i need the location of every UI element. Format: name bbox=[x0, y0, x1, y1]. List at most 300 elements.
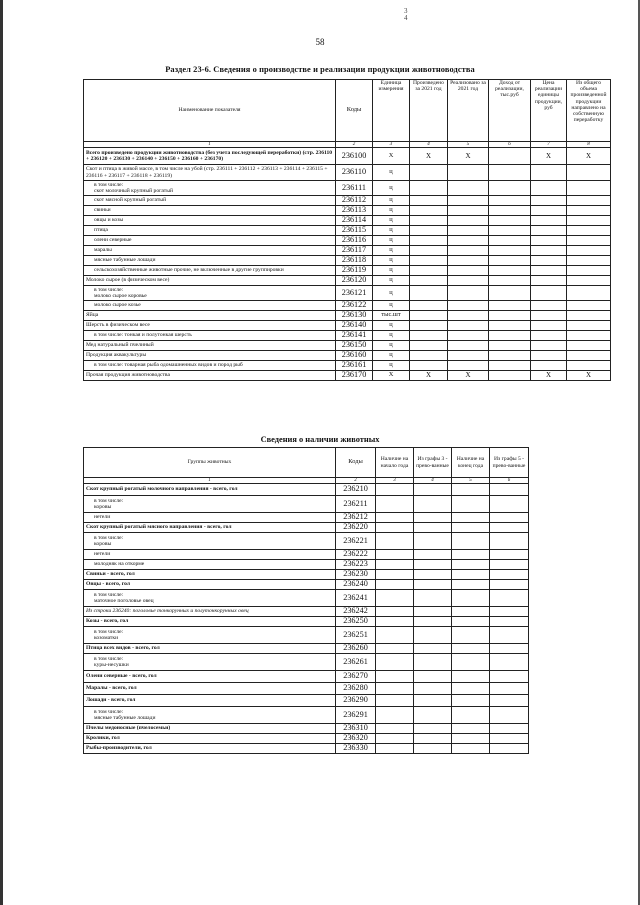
data-cell[interactable] bbox=[567, 196, 611, 206]
column-number: 2 bbox=[336, 142, 373, 148]
data-cell[interactable] bbox=[452, 560, 490, 570]
row-code: 236118 bbox=[336, 256, 373, 266]
data-cell[interactable] bbox=[489, 165, 531, 181]
data-cell[interactable] bbox=[489, 256, 531, 266]
data-cell[interactable] bbox=[414, 683, 452, 695]
data-cell[interactable] bbox=[489, 371, 531, 381]
data-cell[interactable] bbox=[489, 266, 531, 276]
data-cell[interactable] bbox=[448, 321, 489, 331]
data-cell[interactable] bbox=[531, 256, 567, 266]
table-row bbox=[84, 148, 611, 165]
data-cell[interactable] bbox=[452, 707, 490, 724]
data-cell[interactable] bbox=[376, 707, 414, 724]
table-row bbox=[84, 181, 611, 196]
data-cell[interactable] bbox=[414, 617, 452, 627]
data-cell[interactable] bbox=[567, 266, 611, 276]
row-name bbox=[84, 654, 336, 671]
table-row bbox=[84, 580, 529, 590]
data-cell[interactable] bbox=[414, 744, 452, 754]
row-unit: ц bbox=[373, 216, 410, 226]
data-cell[interactable] bbox=[376, 683, 414, 695]
data-cell[interactable] bbox=[448, 361, 489, 371]
data-cell[interactable] bbox=[448, 196, 489, 206]
column-number: 5 bbox=[448, 142, 489, 148]
row-code: 236290 bbox=[336, 695, 376, 707]
data-cell[interactable] bbox=[489, 196, 531, 206]
data-cell[interactable] bbox=[448, 236, 489, 246]
row-name: нетели bbox=[84, 550, 336, 560]
data-cell[interactable] bbox=[490, 580, 529, 590]
data-cell[interactable] bbox=[489, 226, 531, 236]
data-cell[interactable] bbox=[448, 311, 489, 321]
header-share: Из общего объема произведенной продукции направлено на собственную переработку bbox=[567, 80, 611, 142]
data-cell[interactable] bbox=[410, 196, 448, 206]
data-cell[interactable]: X bbox=[567, 148, 611, 165]
data-cell[interactable] bbox=[490, 523, 529, 533]
data-cell[interactable] bbox=[376, 533, 414, 550]
data-cell[interactable] bbox=[531, 165, 567, 181]
data-cell[interactable] bbox=[414, 644, 452, 654]
row-name bbox=[84, 181, 336, 196]
data-cell[interactable] bbox=[490, 484, 529, 496]
data-cell[interactable] bbox=[490, 744, 529, 754]
production-table bbox=[83, 79, 611, 381]
data-cell[interactable] bbox=[490, 627, 529, 644]
column-number: 4 bbox=[410, 142, 448, 148]
row-code: 236250 bbox=[336, 617, 376, 627]
data-cell[interactable] bbox=[410, 266, 448, 276]
data-cell[interactable] bbox=[452, 671, 490, 683]
table-row bbox=[84, 607, 529, 617]
data-cell[interactable] bbox=[376, 607, 414, 617]
data-cell[interactable] bbox=[448, 216, 489, 226]
data-cell[interactable] bbox=[448, 266, 489, 276]
data-cell[interactable] bbox=[414, 627, 452, 644]
data-cell[interactable] bbox=[414, 654, 452, 671]
row-name: свиньи bbox=[84, 206, 336, 216]
row-name: Молоко сырое (в физическом весе) bbox=[84, 276, 336, 286]
data-cell[interactable] bbox=[567, 351, 611, 361]
row-name: Прочая продукция животноводства bbox=[84, 371, 336, 381]
data-cell[interactable] bbox=[376, 644, 414, 654]
data-cell[interactable] bbox=[410, 331, 448, 341]
data-cell[interactable] bbox=[490, 654, 529, 671]
data-cell[interactable] bbox=[452, 570, 490, 580]
row-name: птица bbox=[84, 226, 336, 236]
row-name bbox=[84, 590, 336, 607]
data-cell[interactable] bbox=[452, 550, 490, 560]
data-cell[interactable] bbox=[531, 181, 567, 196]
data-cell[interactable] bbox=[490, 570, 529, 580]
header-start: Наличие на начало года bbox=[376, 448, 414, 478]
data-cell[interactable] bbox=[452, 523, 490, 533]
data-cell[interactable] bbox=[414, 496, 452, 513]
data-cell[interactable] bbox=[452, 513, 490, 523]
data-cell[interactable] bbox=[376, 550, 414, 560]
row-name-sub: молоко сырое коровье bbox=[94, 293, 147, 299]
data-cell[interactable] bbox=[489, 361, 531, 371]
data-cell[interactable] bbox=[376, 617, 414, 627]
table-row bbox=[84, 206, 611, 216]
data-cell[interactable] bbox=[376, 560, 414, 570]
data-cell[interactable] bbox=[376, 654, 414, 671]
row-name: Свиньи - всего, гол bbox=[84, 570, 336, 580]
data-cell[interactable] bbox=[410, 311, 448, 321]
data-cell[interactable] bbox=[567, 286, 611, 301]
data-cell[interactable] bbox=[490, 533, 529, 550]
data-cell[interactable] bbox=[410, 165, 448, 181]
row-code: 236160 bbox=[336, 351, 373, 361]
data-cell[interactable] bbox=[567, 301, 611, 311]
data-cell[interactable] bbox=[448, 331, 489, 341]
row-code: 236113 bbox=[336, 206, 373, 216]
data-cell[interactable] bbox=[531, 196, 567, 206]
row-code: 236280 bbox=[336, 683, 376, 695]
data-cell[interactable] bbox=[489, 351, 531, 361]
table-row bbox=[84, 707, 529, 724]
row-name: Маралы - всего, гол bbox=[84, 683, 336, 695]
data-cell[interactable] bbox=[452, 496, 490, 513]
data-cell[interactable] bbox=[410, 206, 448, 216]
row-name-sub: скот молочный крупный рогатый bbox=[94, 188, 173, 194]
data-cell[interactable] bbox=[489, 236, 531, 246]
data-cell[interactable] bbox=[448, 301, 489, 311]
header-col3: Из графы 3 - прево-ванные bbox=[414, 448, 452, 478]
data-cell[interactable] bbox=[531, 341, 567, 351]
data-cell[interactable] bbox=[414, 570, 452, 580]
data-cell[interactable] bbox=[490, 644, 529, 654]
row-name bbox=[84, 533, 336, 550]
data-cell[interactable] bbox=[410, 286, 448, 301]
page-number: 58 bbox=[315, 37, 325, 47]
row-name bbox=[84, 496, 336, 513]
row-unit: ц bbox=[373, 321, 410, 331]
data-cell[interactable] bbox=[567, 181, 611, 196]
table-row bbox=[84, 321, 611, 331]
data-cell[interactable] bbox=[490, 695, 529, 707]
data-cell[interactable] bbox=[531, 351, 567, 361]
table-row bbox=[84, 724, 529, 734]
table-row bbox=[84, 523, 529, 533]
data-cell[interactable] bbox=[376, 695, 414, 707]
data-cell[interactable] bbox=[567, 256, 611, 266]
column-number: 2 bbox=[336, 478, 376, 484]
data-cell[interactable] bbox=[452, 683, 490, 695]
data-cell[interactable] bbox=[490, 707, 529, 724]
row-code: 236221 bbox=[336, 533, 376, 550]
row-name: олени северные bbox=[84, 236, 336, 246]
corner-mark: 3 4 bbox=[404, 7, 408, 22]
data-cell[interactable] bbox=[376, 523, 414, 533]
row-code: 236230 bbox=[336, 570, 376, 580]
header-unit: Единица измерения bbox=[373, 80, 410, 142]
table-row bbox=[84, 246, 611, 256]
data-cell[interactable] bbox=[448, 246, 489, 256]
row-code: 236119 bbox=[336, 266, 373, 276]
data-cell[interactable] bbox=[414, 695, 452, 707]
data-cell[interactable] bbox=[489, 206, 531, 216]
table-row bbox=[84, 744, 529, 754]
data-cell[interactable] bbox=[448, 341, 489, 351]
data-cell[interactable] bbox=[452, 590, 490, 607]
data-cell[interactable]: X bbox=[567, 371, 611, 381]
row-name-lead: в том числе: bbox=[94, 591, 124, 598]
data-cell[interactable] bbox=[489, 276, 531, 286]
row-code: 236121 bbox=[336, 286, 373, 301]
data-cell[interactable] bbox=[531, 331, 567, 341]
data-cell[interactable] bbox=[414, 724, 452, 734]
data-cell[interactable] bbox=[489, 301, 531, 311]
row-code: 236170 bbox=[336, 371, 373, 381]
data-cell[interactable] bbox=[452, 744, 490, 754]
data-cell[interactable] bbox=[452, 607, 490, 617]
row-code: 236222 bbox=[336, 550, 376, 560]
data-cell[interactable] bbox=[567, 165, 611, 181]
row-name: мясные табунные лошади bbox=[84, 256, 336, 266]
row-unit: ц bbox=[373, 276, 410, 286]
data-cell[interactable] bbox=[414, 513, 452, 523]
row-name: нетели bbox=[84, 513, 336, 523]
row-name: молоко сырое козье bbox=[84, 301, 336, 311]
data-cell[interactable] bbox=[531, 311, 567, 321]
data-cell[interactable] bbox=[531, 246, 567, 256]
row-name: Продукция аквакультуры bbox=[84, 351, 336, 361]
data-cell[interactable] bbox=[531, 301, 567, 311]
data-cell[interactable] bbox=[490, 496, 529, 513]
table-row bbox=[84, 266, 611, 276]
data-cell[interactable] bbox=[452, 580, 490, 590]
header-end: Наличие на конец года bbox=[452, 448, 490, 478]
data-cell[interactable]: X bbox=[448, 371, 489, 381]
table-row bbox=[84, 590, 529, 607]
header-sold: Реализовано за 2021 год bbox=[448, 80, 489, 142]
data-cell[interactable] bbox=[410, 351, 448, 361]
data-cell[interactable] bbox=[452, 617, 490, 627]
data-cell[interactable] bbox=[448, 351, 489, 361]
row-code: 236120 bbox=[336, 276, 373, 286]
data-cell[interactable] bbox=[489, 321, 531, 331]
data-cell[interactable] bbox=[489, 331, 531, 341]
column-number: 1 bbox=[84, 478, 336, 484]
column-number: 4 bbox=[414, 478, 452, 484]
data-cell[interactable] bbox=[410, 301, 448, 311]
data-cell[interactable] bbox=[531, 226, 567, 236]
data-cell[interactable] bbox=[376, 724, 414, 734]
row-name: Лошади - всего, гол bbox=[84, 695, 336, 707]
data-cell[interactable] bbox=[414, 590, 452, 607]
row-code: 236320 bbox=[336, 734, 376, 744]
table-row bbox=[84, 627, 529, 644]
header-col5: Из графы 5 - прево-ванные bbox=[490, 448, 529, 478]
data-cell[interactable] bbox=[448, 286, 489, 301]
data-cell[interactable] bbox=[531, 321, 567, 331]
data-cell[interactable] bbox=[376, 484, 414, 496]
data-cell[interactable] bbox=[531, 216, 567, 226]
table-row bbox=[84, 570, 529, 580]
row-name: Овцы - всего, гол bbox=[84, 580, 336, 590]
data-cell[interactable] bbox=[489, 311, 531, 321]
row-name: Шерсть в физическом весе bbox=[84, 321, 336, 331]
data-cell[interactable] bbox=[448, 256, 489, 266]
row-name: в том числе: товарная рыба одомашненных видов и пород рыб bbox=[84, 361, 336, 371]
data-cell[interactable] bbox=[376, 734, 414, 744]
data-cell[interactable] bbox=[490, 617, 529, 627]
data-cell[interactable] bbox=[452, 627, 490, 644]
data-cell[interactable] bbox=[376, 671, 414, 683]
row-unit: ц bbox=[373, 341, 410, 351]
data-cell[interactable] bbox=[489, 286, 531, 301]
table-row bbox=[84, 286, 611, 301]
row-code: 236100 bbox=[336, 148, 373, 165]
table-row bbox=[84, 331, 611, 341]
data-cell[interactable] bbox=[414, 607, 452, 617]
row-unit: X bbox=[373, 148, 410, 165]
row-name: Олени северные - всего, гол bbox=[84, 671, 336, 683]
data-cell[interactable] bbox=[410, 276, 448, 286]
data-cell[interactable] bbox=[531, 206, 567, 216]
data-cell[interactable] bbox=[414, 671, 452, 683]
data-cell[interactable] bbox=[490, 513, 529, 523]
data-cell[interactable]: X bbox=[531, 371, 567, 381]
data-cell[interactable] bbox=[410, 321, 448, 331]
data-cell[interactable] bbox=[531, 361, 567, 371]
data-cell[interactable] bbox=[414, 707, 452, 724]
data-cell[interactable] bbox=[376, 627, 414, 644]
data-cell[interactable] bbox=[490, 683, 529, 695]
data-cell[interactable] bbox=[452, 724, 490, 734]
row-name: Скот крупный рогатый мясного направления - всего, гол bbox=[84, 523, 336, 533]
data-cell[interactable] bbox=[567, 321, 611, 331]
data-cell[interactable] bbox=[376, 580, 414, 590]
data-cell[interactable] bbox=[410, 181, 448, 196]
row-code: 236111 bbox=[336, 181, 373, 196]
data-cell[interactable] bbox=[452, 654, 490, 671]
data-cell[interactable] bbox=[567, 361, 611, 371]
header-code: Коды bbox=[336, 80, 373, 142]
data-cell[interactable] bbox=[489, 181, 531, 196]
data-cell[interactable] bbox=[567, 311, 611, 321]
table-row bbox=[84, 341, 611, 351]
data-cell[interactable]: X bbox=[410, 148, 448, 165]
table-row bbox=[84, 683, 529, 695]
column-number: 1 bbox=[84, 142, 336, 148]
table-row bbox=[84, 560, 529, 570]
data-cell[interactable] bbox=[448, 276, 489, 286]
header-price: Цена реализации единицы продукции, руб bbox=[531, 80, 567, 142]
data-cell[interactable] bbox=[410, 216, 448, 226]
data-cell[interactable] bbox=[452, 644, 490, 654]
data-cell[interactable] bbox=[452, 695, 490, 707]
data-cell[interactable] bbox=[414, 523, 452, 533]
row-name-sub: козоматки bbox=[94, 635, 119, 641]
data-cell[interactable] bbox=[567, 341, 611, 351]
data-cell[interactable] bbox=[567, 226, 611, 236]
data-cell[interactable] bbox=[452, 484, 490, 496]
data-cell[interactable] bbox=[567, 206, 611, 216]
data-cell[interactable] bbox=[567, 331, 611, 341]
data-cell[interactable] bbox=[489, 246, 531, 256]
data-cell[interactable] bbox=[452, 734, 490, 744]
data-cell[interactable] bbox=[490, 671, 529, 683]
row-code: 236114 bbox=[336, 216, 373, 226]
data-cell[interactable] bbox=[531, 276, 567, 286]
column-number: 6 bbox=[490, 478, 529, 484]
table-row bbox=[84, 196, 611, 206]
data-cell[interactable] bbox=[567, 276, 611, 286]
row-name-lead: в том числе: bbox=[94, 497, 124, 504]
row-name: овцы и козы bbox=[84, 216, 336, 226]
data-cell[interactable]: X bbox=[410, 371, 448, 381]
row-code: 236112 bbox=[336, 196, 373, 206]
header-code: Коды bbox=[336, 448, 376, 478]
data-cell[interactable] bbox=[410, 226, 448, 236]
data-cell[interactable] bbox=[414, 734, 452, 744]
data-cell[interactable] bbox=[490, 550, 529, 560]
data-cell[interactable] bbox=[531, 236, 567, 246]
data-cell[interactable] bbox=[490, 560, 529, 570]
data-cell[interactable] bbox=[414, 560, 452, 570]
data-cell[interactable] bbox=[531, 266, 567, 276]
table-row bbox=[84, 236, 611, 246]
table-row bbox=[84, 513, 529, 523]
data-cell[interactable] bbox=[452, 533, 490, 550]
row-name bbox=[84, 286, 336, 301]
data-cell[interactable] bbox=[489, 148, 531, 165]
row-name: Кролики, гол bbox=[84, 734, 336, 744]
data-cell[interactable] bbox=[567, 216, 611, 226]
data-cell[interactable] bbox=[376, 590, 414, 607]
data-cell[interactable] bbox=[410, 236, 448, 246]
data-cell[interactable] bbox=[414, 580, 452, 590]
row-code: 236122 bbox=[336, 301, 373, 311]
data-cell[interactable] bbox=[490, 607, 529, 617]
data-cell[interactable] bbox=[410, 256, 448, 266]
data-cell[interactable] bbox=[410, 361, 448, 371]
data-cell[interactable] bbox=[490, 724, 529, 734]
table-row bbox=[84, 301, 611, 311]
data-cell[interactable] bbox=[531, 286, 567, 301]
data-cell[interactable] bbox=[567, 246, 611, 256]
data-cell[interactable] bbox=[489, 216, 531, 226]
data-cell[interactable] bbox=[567, 236, 611, 246]
data-cell[interactable] bbox=[490, 734, 529, 744]
data-cell[interactable] bbox=[410, 341, 448, 351]
data-cell[interactable] bbox=[410, 246, 448, 256]
data-cell[interactable] bbox=[414, 550, 452, 560]
data-cell[interactable]: X bbox=[448, 148, 489, 165]
data-cell[interactable] bbox=[489, 341, 531, 351]
data-cell[interactable] bbox=[414, 484, 452, 496]
row-code: 236140 bbox=[336, 321, 373, 331]
row-name: Скот и птица в живой массе, в том числе на убой (стр. 236111 + 236112 + 236113 + 236114 + 236115 + 236116 + 236117 + 236118 + 236119) bbox=[84, 165, 336, 181]
data-cell[interactable] bbox=[376, 570, 414, 580]
row-unit: ц bbox=[373, 351, 410, 361]
data-cell[interactable] bbox=[448, 165, 489, 181]
data-cell[interactable] bbox=[376, 744, 414, 754]
data-cell[interactable]: X bbox=[531, 148, 567, 165]
row-name-sub: маточное поголовье овец bbox=[94, 598, 154, 604]
header-group: Группы животных bbox=[84, 448, 336, 478]
data-cell[interactable] bbox=[448, 226, 489, 236]
row-unit: ц bbox=[373, 256, 410, 266]
data-cell[interactable] bbox=[448, 181, 489, 196]
data-cell[interactable] bbox=[376, 496, 414, 513]
data-cell[interactable] bbox=[376, 513, 414, 523]
data-cell[interactable] bbox=[414, 533, 452, 550]
table-row bbox=[84, 533, 529, 550]
data-cell[interactable] bbox=[448, 206, 489, 216]
data-cell[interactable] bbox=[490, 590, 529, 607]
